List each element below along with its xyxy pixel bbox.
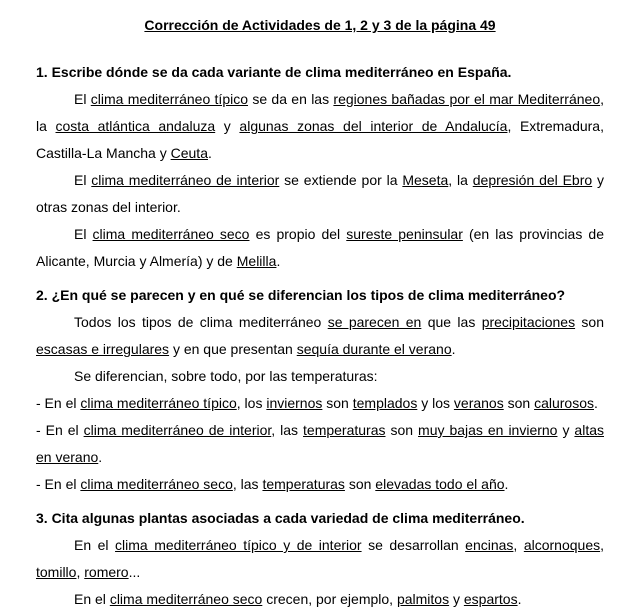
section-1 [36,59,604,275]
underlined-text-run: temperaturas [262,476,345,492]
underlined-text-run: clima mediterráneo típico y de interior [115,537,362,553]
underlined-text-run: clima mediterráneo seco [80,476,233,492]
text-run: y [449,591,464,607]
underlined-text-run: calurosos [534,395,594,411]
text-run: . [517,591,522,607]
text-run: - En el [36,395,81,411]
text-run: y [557,422,575,438]
underlined-text-run: regiones bañadas por el mar Mediterráneo [333,91,601,107]
text-run: son [344,476,376,492]
paragraph-typical-climate [36,86,604,167]
text-run: . [98,449,103,465]
underlined-text-run: Melilla [236,253,277,269]
underlined-text-run: altas en verano [36,422,604,465]
underlined-text-run: templados [352,395,418,411]
underlined-text-run: clima mediterráneo típico [80,395,237,411]
paragraph-plants-dry [36,586,604,607]
paragraph-similarities [36,309,604,363]
text-run: , [513,537,524,553]
text-run: , las [232,476,263,492]
underlined-text-run: sureste peninsular [346,226,463,242]
underlined-text-run: escasas e irregulares [36,341,170,357]
text-run: son [385,422,419,438]
section-3-heading: 3. Cita algunas plantas asociadas a cada variedad de clima mediterráneo. [36,510,525,526]
underlined-text-run: depresión del Ebro [472,172,593,188]
text-run: es propio del [249,226,347,242]
underlined-text-run: palmitos [396,591,450,607]
underlined-text-run: muy bajas en invierno [418,422,558,438]
text-run: , las [271,422,304,438]
section-3 [36,505,604,607]
text-run: ... [128,564,141,580]
text-run: , la [36,91,604,134]
section-1-heading: 1. Escribe dónde se da cada variante de clima mediterráneo en España. [36,64,512,80]
text-run: El [74,91,91,107]
text-run: , la [448,172,473,188]
text-run: se da en las [248,91,334,107]
text-run: El [74,226,93,242]
underlined-text-run: algunas zonas del interior de Andalucía [239,118,508,134]
text-run: , [76,564,85,580]
paragraph-interior-climate [36,167,604,221]
text-run: Todos los tipos de clima mediterráneo [74,314,328,330]
text-run: . [504,476,509,492]
text-run: , los [236,395,267,411]
underlined-text-run: temperaturas [303,422,386,438]
text-run: crecen, por ejemplo, [262,591,397,607]
text-run: que las [421,314,482,330]
list-item-interior [36,417,604,471]
underlined-text-run: inviernos [266,395,323,411]
section-2-heading: 2. ¿En qué se parecen y en qué se diferencian los tipos de clima mediterráneo? [36,287,566,303]
underlined-text-run: clima mediterráneo seco [92,226,250,242]
text-run: . [451,341,456,357]
text-run: y otras zonas del interior. [36,172,605,215]
list-item-typical [36,390,604,417]
underlined-text-run: costa atlántica andaluza [55,118,216,134]
underlined-text-run: elevadas todo el año [375,476,505,492]
underlined-text-run: sequía durante el verano [296,341,452,357]
text-run: (en las provincias de Alicante, Murcia y Almería) y de [36,226,604,269]
text-run: son [322,395,353,411]
text-run: El [74,172,92,188]
underlined-text-run: clima mediterráneo seco [109,591,263,607]
text-run: son [503,395,535,411]
underlined-text-run: alcornoques [523,537,601,553]
text-run: En el [74,591,110,607]
text-run: , Extremadura, Castilla-La Mancha y [36,118,604,161]
paragraph-differences-intro [36,363,604,390]
text-run: . [594,395,598,411]
text-run: En el [74,537,116,553]
list-item-dry [36,471,604,498]
underlined-text-run: Ceuta [170,145,208,161]
underlined-text-run: clima mediterráneo típico [90,91,249,107]
underlined-text-run: precipitaciones [481,314,576,330]
underlined-text-run: Meseta [402,172,449,188]
underlined-text-run: clima mediterráneo de interior [91,172,280,188]
text-run: y los [417,395,454,411]
underlined-text-run: clima mediterráneo de interior [83,422,272,438]
text-run: y en que presentan [169,341,297,357]
text-run: Se diferencian, sobre todo, por las temperaturas: [74,368,378,384]
text-run: se extiende por la [279,172,403,188]
text-run: . [207,145,212,161]
text-run: , [600,537,604,553]
section-2 [36,282,604,498]
text-run: se desarrollan [361,537,466,553]
text-run: son [575,314,605,330]
text-run: - En el [36,422,84,438]
underlined-text-run: encinas [465,537,514,553]
underlined-text-run: tomillo [36,564,77,580]
document-title: Corrección de Actividades de 1, 2 y 3 de la página 49 [144,17,496,33]
text-run: - En el [36,476,81,492]
paragraph-plants-typical-interior [36,532,604,586]
paragraph-dry-climate [36,221,604,275]
text-run: . [276,253,281,269]
text-run: y [215,118,240,134]
underlined-text-run: se parecen en [327,314,422,330]
underlined-text-run: romero [84,564,129,580]
underlined-text-run: veranos [453,395,504,411]
underlined-text-run: espartos [463,591,518,607]
